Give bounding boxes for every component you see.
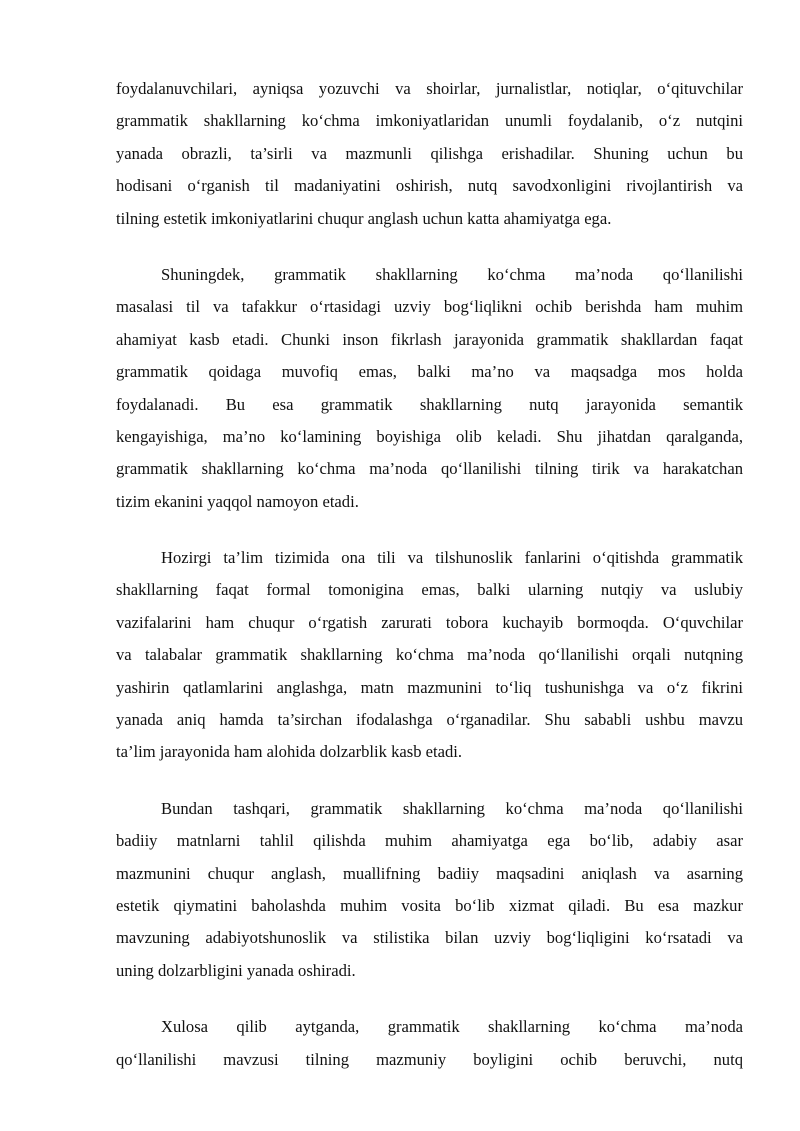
text-line: ta’lim jarayonida ham alohida dolzarblik kasb etadi. — [116, 742, 463, 762]
text-line: yashirin qatlamlarini anglashga, matn mazmunini to‘liq tushunishga va o‘z fikrini — [116, 677, 743, 697]
text-line: grammatik shakllarning ko‘chma ma’noda qo‘llanilishi tilning tirik va harakatchan — [116, 459, 743, 479]
text-line: uning dolzarbligini yanada oshiradi. — [116, 960, 356, 980]
text-line: Bundan tashqari, grammatik shakllarning ko‘chma ma’noda qo‘llanilishi — [161, 798, 743, 818]
text-line: Shuningdek, grammatik shakllarning ko‘chma ma’noda qo‘llanilishi — [161, 264, 743, 284]
document-page — [116, 73, 743, 1100]
text-line: mavzuning adabiyotshunoslik va stilistika bilan uzviy bog‘liqligini ko‘rsatadi va — [116, 928, 743, 948]
text-line: hodisani o‘rganish til madaniyatini oshirish, nutq savodxonligini rivojlantirish va — [116, 176, 743, 196]
paragraph — [116, 793, 743, 987]
paragraph — [116, 1011, 743, 1076]
text-line: Hozirgi ta’lim tizimida ona tili va tilshunoslik fanlarini o‘qitishda grammatik — [161, 548, 743, 568]
text-line: grammatik qoidaga muvofiq emas, balki ma’no va maqsadga mos holda — [116, 362, 743, 382]
paragraph — [116, 542, 743, 769]
text-line: ahamiyat kasb etadi. Chunki inson fikrlash jarayonida grammatik shakllardan faqat — [116, 329, 743, 349]
text-line: Xulosa qilib aytganda, grammatik shakllarning ko‘chma ma’noda — [161, 1017, 743, 1037]
text-line: grammatik shakllarning ko‘chma imkoniyatlaridan unumli foydalanib, o‘z nutqini — [116, 111, 743, 131]
text-line: qo‘llanilishi mavzusi tilning mazmuniy boyligini ochib beruvchi, nutq — [116, 1049, 743, 1069]
text-line: foydalanuvchilari, ayniqsa yozuvchi va shoirlar, jurnalistlar, notiqlar, o‘qituvchilar — [116, 79, 743, 98]
text-line: yanada obrazli, ta’sirli va mazmunli qilishga erishadilar. Shuning uchun bu — [116, 143, 743, 163]
text-line: badiiy matnlarni tahlil qilishda muhim ahamiyatga ega bo‘lib, adabiy asar — [116, 831, 743, 851]
text-line: foydalanadi. Bu esa grammatik shakllarning nutq jarayonida semantik — [116, 394, 743, 414]
text-line: kengayishiga, ma’no ko‘lamining boyishiga olib keladi. Shu jihatdan qaralganda, — [116, 426, 743, 446]
text-line: masalasi til va tafakkur o‘rtasidagi uzviy bog‘liqlikni ochib berishda ham muhim — [116, 297, 743, 317]
text-line: tilning estetik imkoniyatlarini chuqur anglash uchun katta ahamiyatga ega. — [116, 208, 612, 228]
text-line: mazmunini chuqur anglash, muallifning badiiy maqsadini aniqlash va asarning — [116, 863, 743, 883]
paragraph — [116, 259, 743, 518]
text-line: shakllarning faqat formal tomonigina emas, balki ularning nutqiy va uslubiy — [116, 580, 743, 600]
text-line: va talabalar grammatik shakllarning ko‘chma ma’noda qo‘llanilishi orqali nutqning — [116, 645, 743, 665]
paragraph — [116, 73, 743, 235]
text-line: estetik qiymatini baholashda muhim vosita bo‘lib xizmat qiladi. Bu esa mazkur — [116, 895, 743, 915]
text-line: yanada aniq hamda ta’sirchan ifodalashga o‘rganadilar. Shu sababli ushbu mavzu — [116, 710, 743, 730]
text-line: tizim ekanini yaqqol namoyon etadi. — [116, 491, 359, 511]
text-line: vazifalarini ham chuqur o‘rgatish zarurati tobora kuchayib bormoqda. O‘quvchilar — [116, 612, 743, 632]
